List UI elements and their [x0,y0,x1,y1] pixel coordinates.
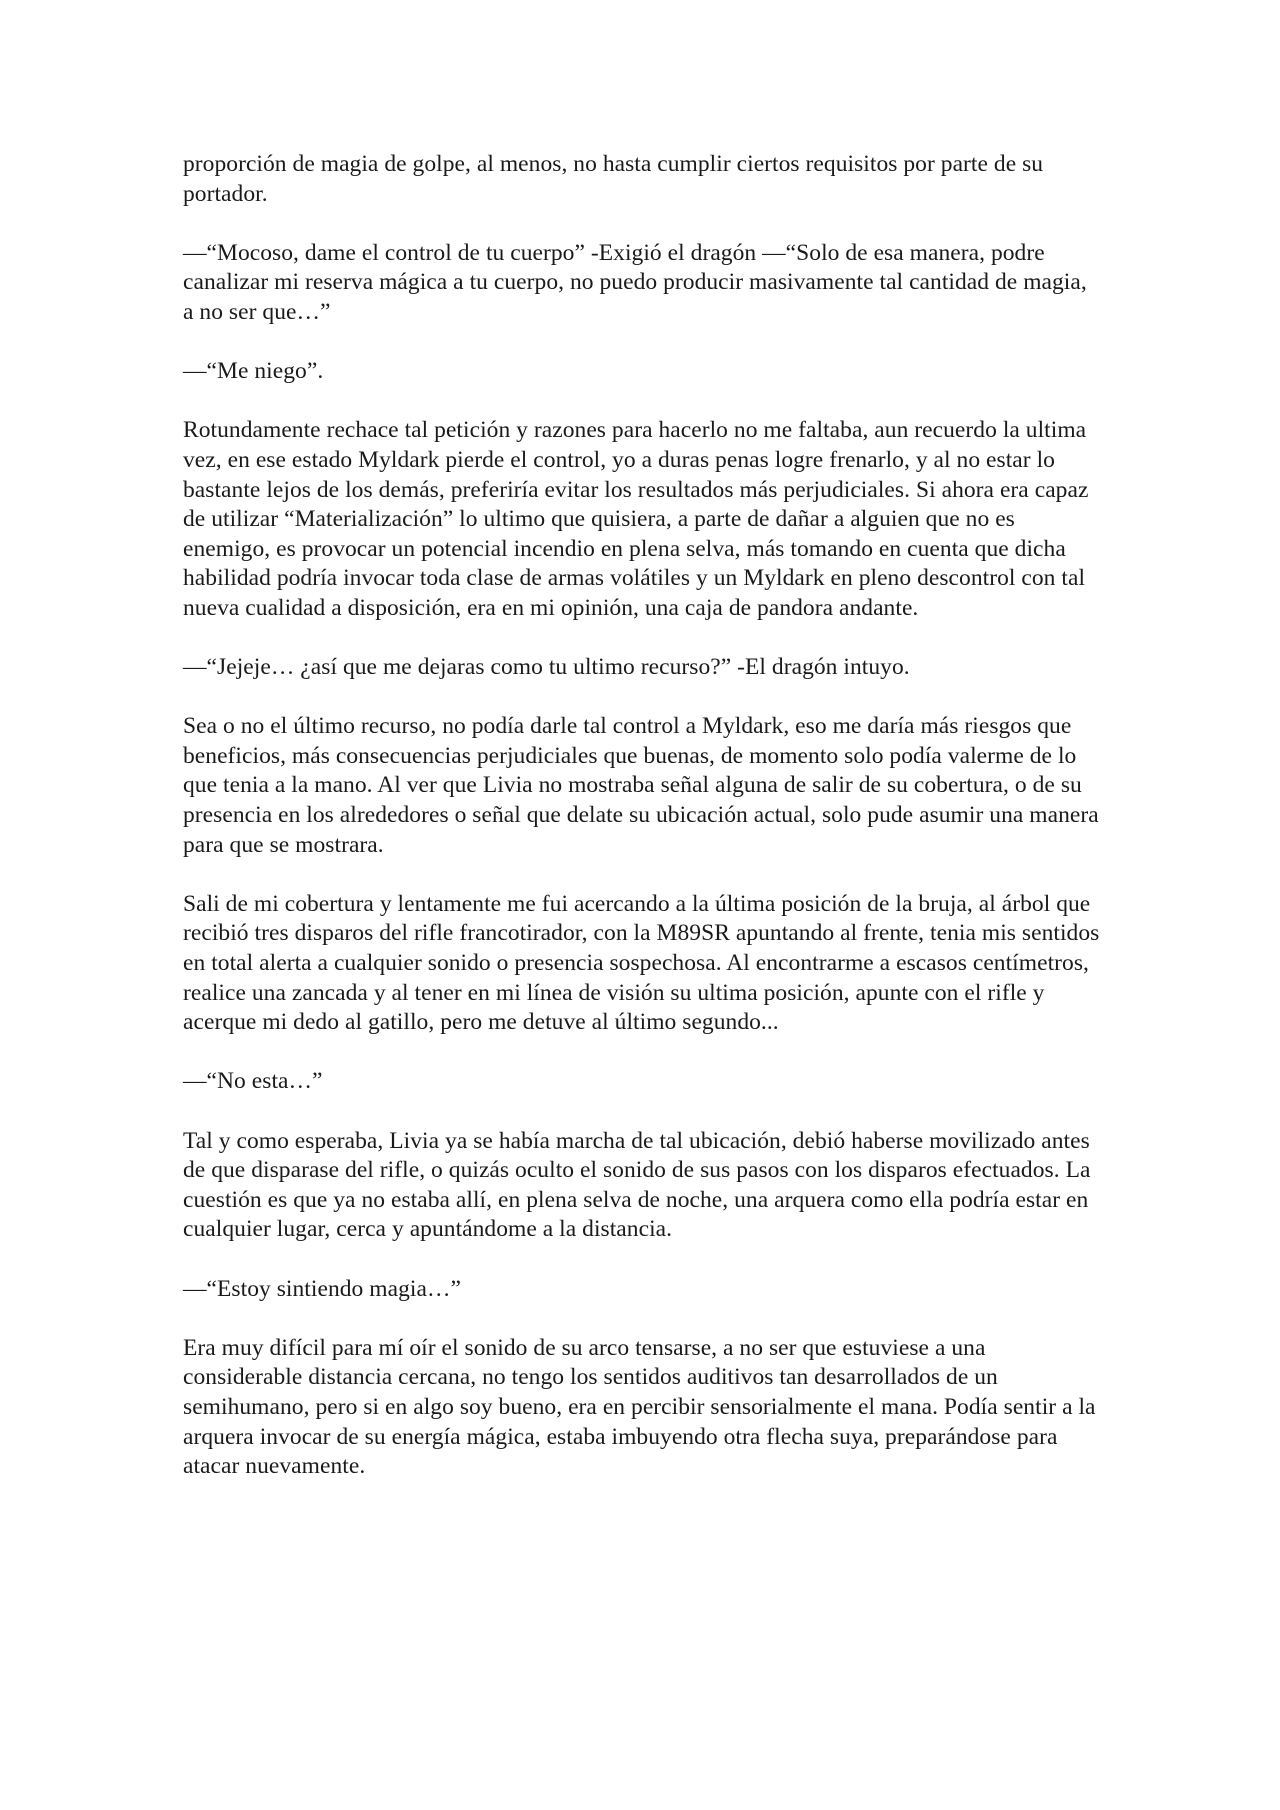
paragraph: Sali de mi cobertura y lentamente me fui acercando a la última posición de la bruja, al árbol que recibió tres disparos del rifle francotirador, con la M89SR apuntando al frente, tenia mis sentidos en total alerta a cualquier sonido o presencia sospechosa. Al encontrarme a escasos centímetros, realice una zancada y al tener en mi línea de visión su ultima posición, apunte con el rifle y acerque mi dedo al gatillo, pero me detuve al último segundo... [183,890,1100,1036]
dialogue-line: —“Mocoso, dame el control de tu cuerpo” -Exigió el dragón —“Solo de esa manera, podre canalizar mi reserva mágica a tu cuerpo, no puedo producir masivamente tal cantidad de magia, a no ser que…” [183,239,1087,325]
paragraph: Era muy difícil para mí oír el sonido de su arco tensarse, a no ser que estuviese a una considerable distancia cercana, no tengo los sentidos auditivos tan desarrollados de un semihumano, pero si en algo soy bueno, era en percibir sensorialmente el mana. Podía sentir a la arquera invocar de su energía mágica, estaba imbuyendo otra flecha suya, preparándose para atacar nuevamente. [183,1334,1096,1480]
paragraph: Sea o no el último recurso, no podía darle tal control a Myldark, eso me daría más riesgos que beneficios, más consecuencias perjudiciales que buenas, de momento solo podía valerme de lo que tenia a la mano. Al ver que Livia no mostraba señal alguna de salir de su cobertura, o de su presencia en los alrededores o señal que delate su ubicación actual, solo pude asumir una manera para que se mostrara. [183,713,1099,858]
dialogue-line: —“Me niego”. [183,358,324,385]
dialogue-line: —“No esta…” [183,1068,323,1095]
document-page [183,150,1103,1511]
paragraph: proporción de magia de golpe, al menos, no hasta cumplir ciertos requisitos por parte de su portador. [183,151,1044,207]
paragraph: Rotundamente rechace tal petición y razones para hacerlo no me faltaba, aun recuerdo la ultima vez, en ese estado Myldark pierde el control, yo a duras penas logre frenarlo, y al no estar lo bastante lejos de los demás, preferiría evitar los resultados más perjudiciales. Si ahora era capaz de utilizar “Materialización” lo ultimo que quisiera, a parte de dañar a alguien que no es enemigo, es provocar un potencial incendio en plena selva, más tomando en cuenta que dicha habilidad podría invocar toda clase de armas volátiles y un Myldark en pleno descontrol con tal nueva cualidad a disposición, era en mi opinión, una caja de pandora andante. [183,417,1089,621]
paragraph: Tal y como esperaba, Livia ya se había marcha de tal ubicación, debió haberse movilizado antes de que disparase del rifle, o quizás oculto el sonido de sus pasos con los disparos efectuados. La cuestión es que ya no estaba allí, en plena selva de noche, una arquera como ella podría estar en cualquier lugar, cerca y apuntándome a la distancia. [183,1127,1091,1243]
dialogue-line: —“Jejeje… ¿así que me dejaras como tu ultimo recurso?” -El dragón intuyo. [183,654,910,681]
dialogue-line: —“Estoy sintiendo magia…” [183,1275,461,1302]
